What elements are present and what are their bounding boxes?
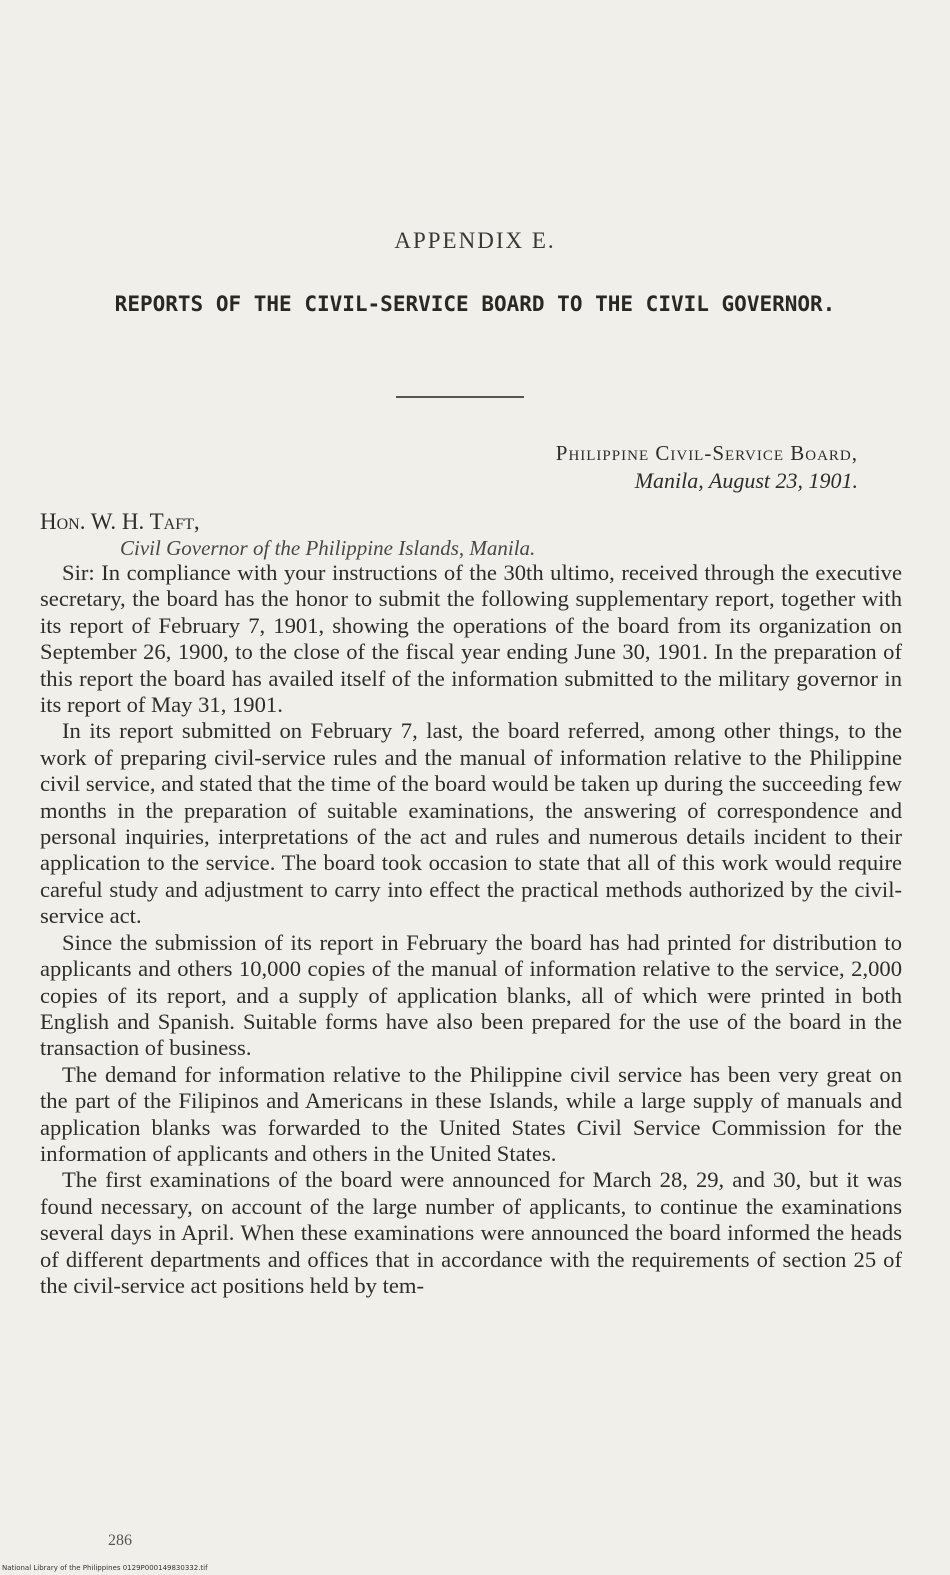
addressee-office: Civil Governor of the Philippine Islands, Manila.: [120, 536, 536, 560]
page-number: 286: [108, 1532, 132, 1549]
title-divider: [396, 396, 524, 398]
sender-place-date: Manila, August 23, 1901.: [634, 468, 858, 493]
paragraph: In its report submitted on February 7, last, the board referred, among other things, to the work of preparing civil-service rules and the manual of information relative to the Philippine civil service, and stated that the time of the board would be taken up during the succeeding few months in the preparation of suitable examinations, the answering of correspondence and personal inquiries, interpretations of the act and rules and numerous details incident to their application to the service. The board took occasion to state that all of this work would require careful study and adjustment to carry into effect the practical methods authorized by the civil-service act.: [40, 718, 902, 929]
sender-organization: Philippine Civil-Service Board,: [555, 441, 858, 465]
paragraph: Since the submission of its report in February the board has had printed for distribution to applicants and others 10,000 copies of the manual of information relative to the service, 2,000 copies of its report, and a supply of application blanks, all of which were printed in both English and Spanish. Suitable forms have also been prepared for the use of the board in the transaction of business.: [40, 929, 902, 1061]
sender-block: [556, 440, 858, 494]
report-body: [40, 560, 902, 1299]
paragraph: The first examinations of the board were announced for March 28, 29, and 30, but it was found necessary, on account of the large number of applicants, to continue the examinations several days in April. When these examinations were announced the board informed the heads of different departments and offices that in accordance with the requirements of section 25 of the civil-service act positions held by tem-: [40, 1167, 902, 1298]
addressee-block: [40, 508, 535, 562]
report-title: REPORTS OF THE CIVIL-SERVICE BOARD TO THE CIVIL GOVERNOR.: [114, 292, 836, 316]
appendix-heading: APPENDIX E.: [394, 228, 556, 253]
paragraph: The demand for information relative to the Philippine civil service has been very great on the part of the Filipinos and Americans in these Islands, while a large supply of manuals and application blanks was forwarded to the United States Civil Service Commission for the information of applicants and others in the United States.: [40, 1061, 902, 1166]
addressee-name: Hon. W. H. Taft,: [40, 509, 200, 534]
scan-footer: National Library of the Philippines 0129P000149830332.tif: [2, 1564, 208, 1572]
paragraph: Sir: In compliance with your instructions of the 30th ultimo, received through the executive secretary, the board has the honor to submit the following supplementary report, together with its report of February 7, 1901, showing the operations of the board from its organization on September 26, 1900, to the close of the fiscal year ending June 30, 1901. In the preparation of this report the board has availed itself of the information submitted to the military governor in its report of May 31, 1901.: [40, 560, 902, 718]
